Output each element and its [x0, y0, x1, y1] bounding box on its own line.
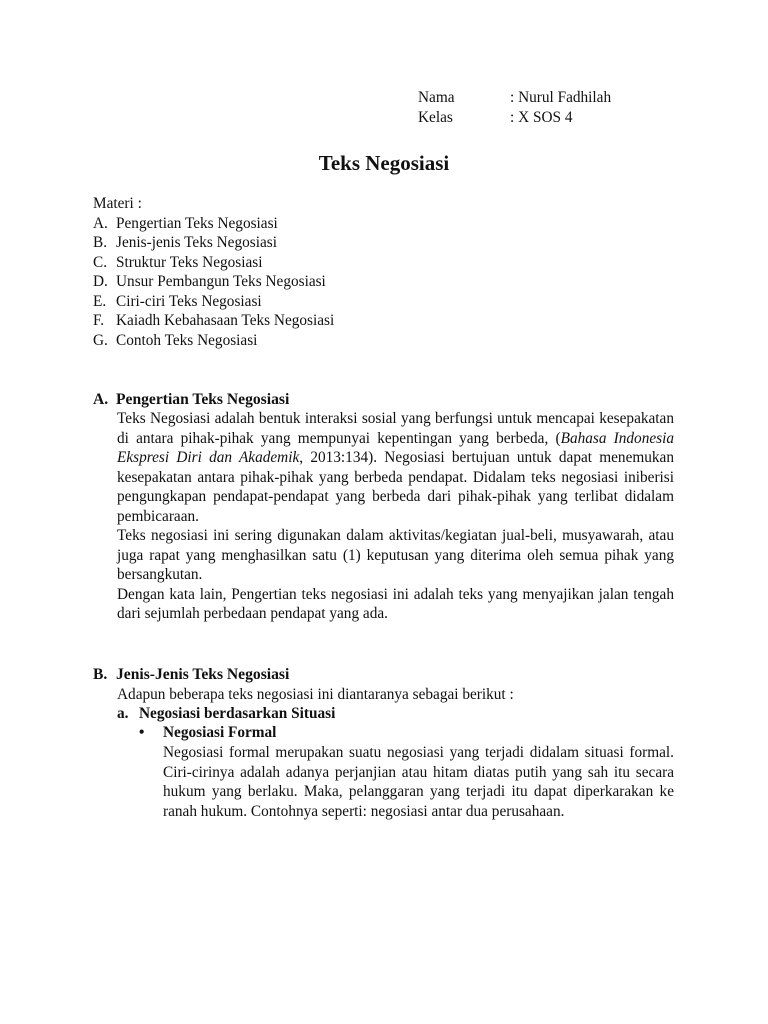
bullet-title: Negosiasi Formal [163, 724, 277, 741]
class-row [418, 108, 611, 128]
identity-block [418, 88, 611, 127]
list-item [93, 214, 334, 234]
list-text: Kaiadh Kebahasaan Teks Negosiasi [116, 312, 335, 329]
list-item [93, 292, 334, 312]
list-marker: E. [93, 292, 107, 310]
section-a-paragraph-3: Dengan kata lain, Pengertian teks negosiasi ini adalah teks yang menyajikan jalan tengah dari sejumlah perbedaan pendapat yang ada. [117, 585, 674, 622]
list-item [93, 331, 334, 351]
list-text: Struktur Teks Negosiasi [116, 253, 263, 271]
list-text: Ciri-ciri Teks Negosiasi [116, 292, 262, 310]
list-marker: B. [93, 234, 108, 251]
section-a-heading [93, 390, 289, 410]
paragraph-text: , 2013:134). Negosiasi bertujuan untuk dapat menemukan kesepakatan antara pihak-pihak yang berbeda pendapat. Didalam teks negosiasi iniberisi pengungkapan pendapat-pendapat yang berbeda dari pihak-pihak yang terlibat didalam pembicaraan. [117, 449, 674, 525]
list-marker: C. [93, 253, 108, 271]
section-b-marker: B. [93, 666, 108, 683]
list-text: Pengertian Teks Negosiasi [116, 214, 278, 232]
paragraph-text: Teks Negosiasi adalah bentuk interaksi sosial yang berfungsi untuk mencapai kesepakatan di antara pihak-pihak yang mempunyai kepentingan yang berbeda, ( [117, 410, 674, 447]
subsection-heading [117, 704, 335, 724]
class-label: Kelas [418, 108, 453, 126]
list-marker: A. [93, 214, 108, 232]
list-marker: F. [93, 312, 105, 329]
materi-list [93, 194, 334, 350]
list-item [93, 233, 334, 253]
bullet-heading [139, 723, 276, 743]
subsection-title: Negosiasi berdasarkan Situasi [139, 705, 336, 722]
list-marker: G. [93, 331, 108, 349]
name-row [418, 88, 611, 108]
list-text: Unsur Pembangun Teks Negosiasi [116, 273, 326, 290]
list-item [93, 311, 334, 331]
name-value: : Nurul Fadhilah [510, 89, 612, 106]
list-text: Jenis-jenis Teks Negosiasi [116, 234, 277, 251]
section-a-title: Pengertian Teks Negosiasi [116, 391, 290, 408]
list-marker: D. [93, 273, 108, 290]
section-b-intro: Adapun beberapa teks negosiasi ini diantaranya sebagai berikut : [117, 686, 514, 703]
materi-heading: Materi : [93, 195, 142, 212]
citation: Bahasa Indonesia Ekspresi Diri dan Akademik [117, 429, 674, 466]
class-value: : X SOS 4 [510, 108, 573, 126]
section-a-paragraph-1 [117, 409, 674, 526]
subsection-marker: a. [117, 705, 129, 722]
section-b-title: Jenis-Jenis Teks Negosiasi [116, 666, 290, 683]
bullet-body: Negosiasi formal merupakan suatu negosiasi yang terjadi didalam situasi formal. Ciri-cirinya adalah adanya perjanjian atau hitam diatas putih yang sah itu secara hukum yang berlaku. Maka, pelanggaran yang terjadi itu dapat diperkarakan ke ranah hukum. Contohnya seperti: negosiasi antar dua perusahaan. [163, 744, 674, 820]
section-a-marker: A. [93, 391, 109, 408]
bullet-icon: • [139, 724, 145, 741]
section-b-heading [93, 665, 289, 685]
list-text: Contoh Teks Negosiasi [116, 331, 258, 349]
name-label: Nama [418, 89, 455, 106]
document-title: Teks Negosiasi [318, 151, 450, 175]
section-a-body [117, 409, 674, 624]
list-item [93, 253, 334, 273]
list-item [93, 272, 334, 292]
section-a-paragraph-2: Teks negosiasi ini sering digunakan dalam aktivitas/kegiatan jual-beli, musyawarah, atau juga rapat yang menghasilkan satu (1) keputusan yang diterima oleh semua pihak yang bersangkutan. [117, 527, 674, 583]
